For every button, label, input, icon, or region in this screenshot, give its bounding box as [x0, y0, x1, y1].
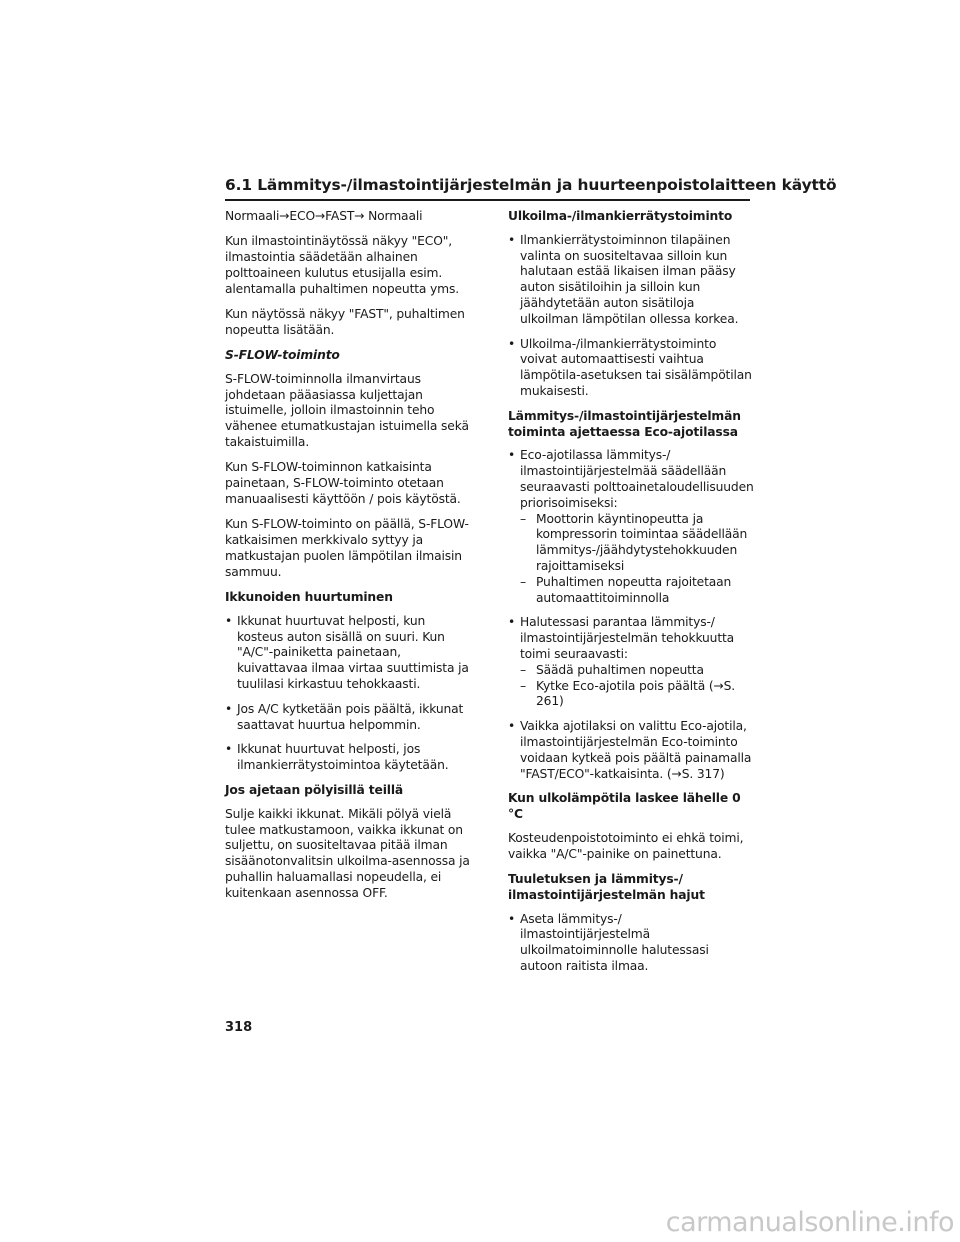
list-item: • Ulkoilma-/ilmankierrätystoiminto voivat automaattisesti vaihtua lämpötila-asetuksen tai sisälämpötilan mukaisesti. — [508, 337, 754, 400]
sub-list-item: – Kytke Eco-ajotila pois päältä (→S. 261) — [520, 679, 754, 711]
cold-weather-heading: Kun ulkolämpötila laskee lähelle 0 °C — [508, 791, 741, 822]
sub-list — [520, 512, 754, 607]
dusty-roads-paragraph: Sulje kaikki ikkunat. Mikäli pölyä vielä tulee matkustamoon, vaikka ikkunat on suljettu, on suositeltavaa pitää ilman sisäänotonvalitsin ulkoilma-asennossa ja puhallin haluamallasi nopeudella, ei kuitenkaan asennossa OFF. — [225, 806, 470, 900]
sflow-paragraph: Kun S-FLOW-toiminto on päällä, S-FLOW-katkaisimen merkkivalo syttyy ja matkustajan puolen lämpötilan ilmaisin sammuu. — [225, 517, 469, 579]
window-fog-list — [225, 614, 471, 774]
sub-list-item: – Moottorin käyntinopeutta ja kompressorin toimintaa säädellään lämmitys-/jäähdytystehokkuuden rajoittamiseksi — [520, 512, 754, 575]
sflow-heading: S-FLOW-toiminto — [225, 348, 340, 363]
sub-list-item: – Säädä puhaltimen nopeutta — [520, 663, 754, 679]
page-number: 318 — [225, 1020, 253, 1035]
list-item — [508, 615, 754, 710]
sflow-paragraph: Kun S-FLOW-toiminnon katkaisinta painetaan, S-FLOW-toiminto otetaan manuaalisesti käyttöön / pois käytöstä. — [225, 460, 461, 506]
dusty-roads-heading: Jos ajetaan pölyisillä teillä — [225, 782, 404, 797]
sub-list — [520, 663, 754, 710]
fast-description: Kun näytössä näkyy "FAST", puhaltimen nopeutta lisätään. — [225, 306, 465, 337]
section-header: 6.1 Lämmitys-/ilmastointijärjestelmän ja huurteenpoistolaitteen käyttö — [225, 176, 837, 194]
recirculation-heading: Ulkoilma-/ilmankierrätystoiminto — [508, 209, 733, 223]
sflow-paragraph: S-FLOW-toiminnolla ilmanvirtaus johdetaan pääasiassa kuljettajan istuimelle, jolloin ilmastoinnin teho vähenee etumatkustajan istuimella sekä takaistuimilla. — [225, 371, 469, 450]
header-divider — [225, 199, 750, 201]
list-item — [508, 448, 754, 606]
recirculation-list — [508, 233, 754, 400]
odor-heading: Tuuletuksen ja lämmitys-/ ilmastointijärjestelmän hajut — [508, 871, 705, 902]
eco-mode-heading: Lämmitys-/ilmastointijärjestelmän toiminta ajettaessa Eco-ajotilassa — [508, 408, 741, 439]
list-item: • Ikkunat huurtuvat helposti, kun kosteus auton sisällä on suuri. Kun "A/C"-painiketta painetaan, kuivattavaa ilmaa virtaa suuttimista ja tuulilasi kirkastuu tehokkaasti. — [225, 614, 471, 693]
list-item-text: Halutessasi parantaa lämmitys-/ ilmastointijärjestelmän tehokkuutta toimi seuraavasti: — [520, 615, 735, 661]
right-column — [508, 209, 754, 984]
cold-weather-paragraph: Kosteudenpoistotoiminto ei ehkä toimi, vaikka "A/C"-painike on painettuna. — [508, 830, 744, 861]
eco-description: Kun ilmastointinäytössä näkyy "ECO", ilmastointia säädetään alhainen polttoaineen kulutus etusijalla esim. alentamalla puhaltimen nopeutta yms. — [225, 234, 460, 296]
list-item: • Ikkunat huurtuvat helposti, jos ilmankierrätystoimintoa käytetään. — [225, 742, 471, 774]
list-item: • Vaikka ajotilaksi on valittu Eco-ajotila, ilmastointijärjestelmän Eco-toiminto voidaan kytkeä pois päältä painamalla "FAST/ECO"-katkaisinta. (→S. 317) — [508, 719, 754, 782]
list-item-text: Eco-ajotilassa lämmitys-/ ilmastointijärjestelmää säädellään seuraavasti polttoainetaloudellisuuden priorisoimiseksi: — [520, 448, 754, 510]
watermark: carmanualsonline.info — [665, 1207, 954, 1238]
window-fog-heading: Ikkunoiden huurtuminen — [225, 589, 393, 604]
odor-list — [508, 912, 754, 975]
left-column — [225, 209, 471, 911]
list-item: • Ilmankierrätystoiminnon tilapäinen valinta on suositeltavaa silloin kun halutaan estää likaisen ilman pääsy auton sisätiloihin ja silloin kun jäähdytetään auton sisätiloja ulkoilman lämpötilan ollessa korkea. — [508, 233, 754, 328]
list-item: • Aseta lämmitys-/ ilmastointijärjestelmä ulkoilmatoiminnolle halutessasi autoon raitista ilmaa. — [508, 912, 754, 975]
list-item: • Jos A/C kytketään pois päältä, ikkunat saattavat huurtua helpommin. — [225, 702, 471, 734]
eco-mode-list — [508, 448, 754, 782]
sub-list-item: – Puhaltimen nopeutta rajoitetaan automaattitoiminnolla — [520, 575, 754, 607]
mode-sequence: Normaali→ECO→FAST→ Normaali — [225, 209, 423, 223]
